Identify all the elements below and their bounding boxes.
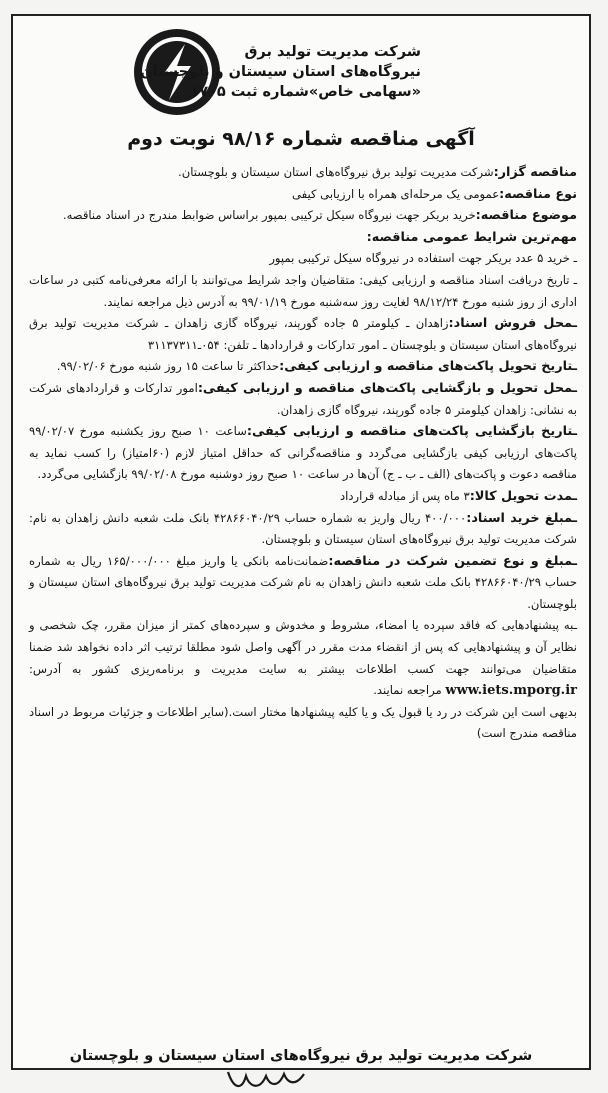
condition-1: ـ خرید ۵ عدد بریکر جهت استفاده در نیروگاه سیکل ترکیبی بمپور <box>269 251 577 266</box>
guarantee-row <box>29 551 577 616</box>
sale-row <box>29 313 577 356</box>
note-2: بدیهی است این شرکت در رد یا قبول یک و یا کلیه پیشنهادها مختار است.(سایر اطلاعات و جزئیات مربوط در اسناد مناقصه مندرج است) <box>29 704 577 741</box>
tenderer-row <box>29 162 577 184</box>
conditions-heading: مهم‌ترین شرایط عمومی مناقصه: <box>366 229 577 245</box>
type-value: عمومی یک مرحله‌ای همراه با ارزیابی کیفی <box>291 186 500 201</box>
delivery-date-value: حداکثر تا ساعت ۱۵ روز شنبه مورخ ۹۹/۰۲/۰۶. <box>56 359 280 374</box>
delivery-place-label: ـمحل تحویل و بازگشایی پاکت‌های مناقصه و ارزیابی کیفی: <box>197 380 577 396</box>
notice-body <box>29 162 577 745</box>
note-1-end: مراجعه نمایند. <box>373 683 442 698</box>
company-line-3: «سهامی خاص»شماره ثبت ۱۷۰۵ <box>190 84 421 100</box>
sale-value: زاهدان ـ کیلومتر ۵ جاده گورېند، نیروگاه گازی زاهدان ـ شرکت مدیریت تولید برق نیروگاه‌های استان سیستان و بلوچستان ـ امور تدارکات و قراردادها ـ تلفن: ۰۵۴ـ۳۱۱۳۷۳۱۱ <box>29 316 577 352</box>
goods-value: ۳ ماه پس از مبادله قرارداد <box>339 488 470 503</box>
tenderer-label: مناقصه گزار: <box>493 165 577 180</box>
subject-row <box>29 205 577 227</box>
company-name <box>140 42 421 102</box>
notice-title: آگهی مناقصه شماره ۹۸/۱۶ نوبت دوم <box>127 128 475 150</box>
tenderer-value: شرکت مدیریت تولید برق نیروگاه‌های استان سیستان و بلوچستان. <box>178 165 494 179</box>
opening-value: ساعت ۱۰ صبح روز یکشنبه مورخ ۹۹/۰۲/۰۷ پاکت‌های ارزیابی کیفی بازگشایی می‌گردد و مناقصه‌گرانی که حداقل امتیاز لازم (۶۰امتیاز) را کسب نماید به مناقصه دعوت و پاکت‌های (الف ـ ب ـ ج) آن‌ها در ساعت ۱۰ صبح روز دوشنبه مورخ ۹۹/۰۲/۰۸ بازگشایی می‌گردد. <box>29 424 577 482</box>
note-1 <box>29 615 577 701</box>
type-label: نوع مناقصه: <box>499 186 577 202</box>
price-value: ۴۰۰/۰۰۰ ریال واریز به شماره حساب ۴۲۸۶۶۰۴۰/۲۹ بانک ملت شعبه دانش زاهدان به نام: شرکت مدیریت تولید برق نیروگاه‌های استان سیستان و بلوچستان. <box>29 510 577 547</box>
goods-row <box>29 486 577 508</box>
signature-mark-icon <box>220 1068 310 1092</box>
company-line-1: شرکت مدیریت تولید برق <box>244 44 421 60</box>
delivery-date-row <box>29 356 577 378</box>
price-row <box>29 508 577 551</box>
condition-2: ـ تاریخ دریافت اسناد مناقصه و ارزیابی کیفی: متقاضیان واجد شرایط می‌توانند با ارائه معرفی‌نامه کتبی در ساعات اداری از روز شنبه مورخ ۹۸/۱۲/۲۴ لغایت روز سه‌شنبه مورخ ۹۹/۰۱/۱۹ به آدرس ذیل مراجعه نمایند. <box>29 272 577 309</box>
goods-label: ـمدت تحویل کالا: <box>469 488 577 504</box>
delivery-place-value: امور تدارکات و قراردادهای شرکت به نشانی: زاهدان کیلومتر ۵ جاده گورېند، نیروگاه گازی زاهدان. <box>29 380 577 417</box>
header <box>13 16 589 116</box>
subject-value: خرید بریکر جهت نیروگاه سیکل ترکیبی بمپور براساس ضوابط مندرج در اسناد مناقصه. <box>62 208 476 223</box>
tender-notice <box>11 14 591 1070</box>
guarantee-label: ـمبلغ و نوع تضمین شرکت در مناقصه: <box>328 553 578 569</box>
company-line-2: نیروگاه‌های استان سیستان و بلوچستان <box>140 64 421 80</box>
type-row <box>29 184 577 206</box>
opening-label: ـتاریخ بازگشایی پاکت‌های مناقصه و ارزیابی کیفی: <box>246 424 577 440</box>
footer-company: شرکت مدیریت تولید برق نیروگاه‌های استان سیستان و بلوچستان <box>69 1048 533 1064</box>
sale-label: ـمحل فروش اسناد: <box>448 316 577 332</box>
price-label: ـمبلغ خرید اسناد: <box>466 510 578 526</box>
subject-label: موضوع مناقصه: <box>475 208 577 224</box>
opening-row <box>29 421 577 486</box>
website-link[interactable]: www.iets.mporg.ir <box>445 683 577 699</box>
note-1-text: ـبه پیشنهادهایی که فاقد سپرده یا امضاء، مشروط و مخدوش و سپرده‌های کمتر از میزان مقرر، چک شخصی و نظایر آن و پیشنهادهایی که پس از انقضاء مدت مقرر در آگهی واصل شود مطلقا ترتیب اثر داده نخواهد شد ضمنا متقاضیان می‌توانند جهت کسب اطلاعات بیشتر به سایت مدیریت و برنامه‌ریزی کشور به آدرس: <box>29 618 577 676</box>
delivery-place-row <box>29 378 577 421</box>
delivery-date-label: ـتاریخ تحویل پاکت‌های مناقصه و ارزیابی کیفی: <box>279 359 577 375</box>
guarantee-value: ضمانت‌نامه بانکی یا واریز مبلغ ۱۶۵/۰۰۰/۰۰۰ ریال به شماره حساب ۴۲۸۶۶۰۴۰/۲۹ بانک ملت شعبه دانش زاهدان به نام شرکت مدیریت تولید برق نیروگاه‌های استان سیستان و بلوچستان. <box>29 553 577 611</box>
